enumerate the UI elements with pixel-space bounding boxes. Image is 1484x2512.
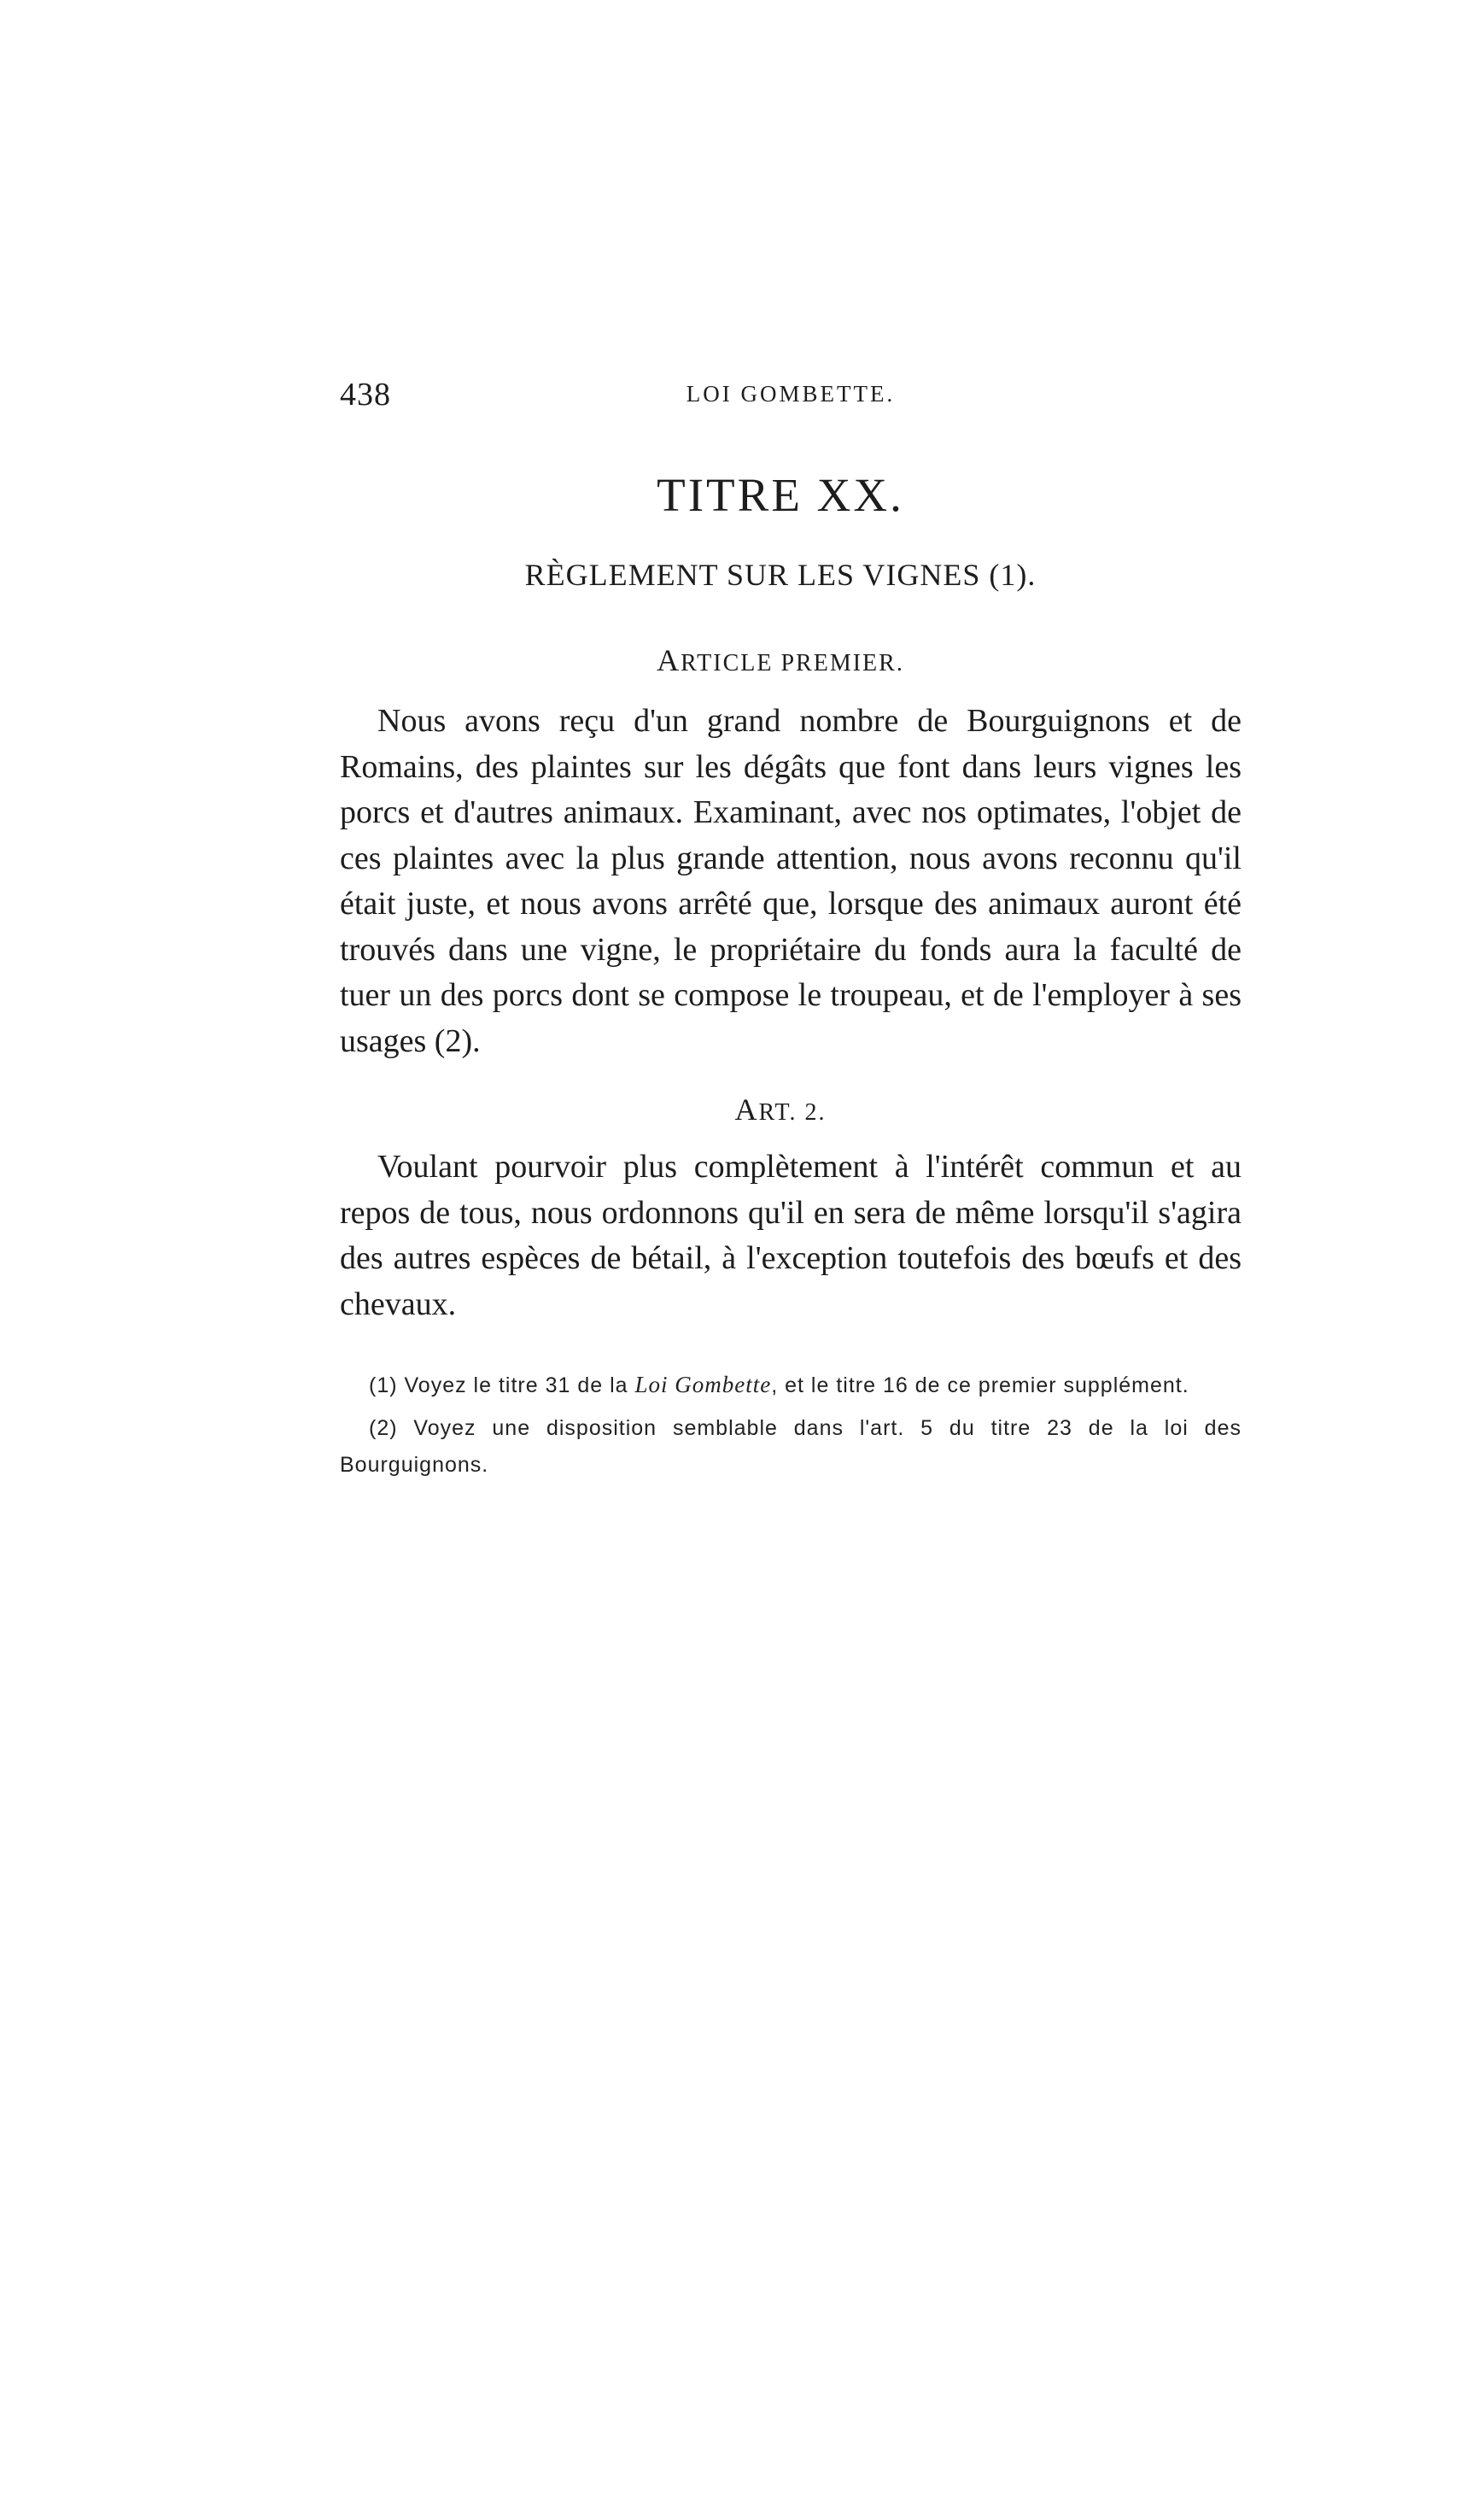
- article-2-heading-initial: A: [734, 1092, 759, 1127]
- footnote-1: [340, 1367, 1242, 1403]
- footnote-1-text-before: (1) Voyez le titre 31 de la: [369, 1373, 635, 1397]
- article-2-text: Voulant pourvoir plus complètement à l'intérêt commun et au repos de tous, nous ordonnons qu'il en sera de même lorsqu'il s'agira des autres espèces de bétail, à l'exception toutefois des bœufs et des chevaux.: [340, 1149, 1242, 1322]
- footnote-2: [340, 1410, 1242, 1483]
- article-1-text: Nous avons reçu d'un grand nombre de Bourguignons et de Romains, des plaintes sur les dégâts que font dans leurs vignes les porcs et d'autres animaux. Examinant, avec nos optimates, l'objet de ces plaintes avec la plus grande attention, nous avons reconnu qu'il était juste, et nous avons arrêté que, lorsque des animaux auront été trouvés dans une vigne, le propriétaire du fonds aura la faculté de tuer un des porcs dont se compose le troupeau, et de l'employer à ses usages (2).: [340, 703, 1242, 1059]
- article-2-heading-rest: RT. 2.: [758, 1099, 827, 1126]
- title-heading: TITRE XX.: [657, 469, 904, 521]
- footnote-2-text-before: (2) Voyez une disposition semblable dans l'art. 5 du titre 23 de la loi des Bourguignons.: [340, 1416, 1242, 1477]
- footnotes: [340, 1367, 1242, 1490]
- page-number: 438: [340, 377, 391, 413]
- footnote-1-text-after: , et le titre 16 de ce premier supplément.: [771, 1373, 1189, 1397]
- footnote-1-italic: Loi Gombette: [634, 1372, 772, 1397]
- article-1-heading-rest: RTICLE PREMIER.: [681, 650, 904, 676]
- article-2-heading: [0, 1092, 1484, 1127]
- page-header: [340, 376, 1242, 419]
- subtitle-heading: RÈGLEMENT SUR LES VIGNES (1).: [524, 558, 1037, 592]
- article-1-heading: [0, 642, 1484, 678]
- running-head: LOI GOMBETTE.: [686, 381, 896, 407]
- article-1-heading-initial: A: [657, 643, 681, 677]
